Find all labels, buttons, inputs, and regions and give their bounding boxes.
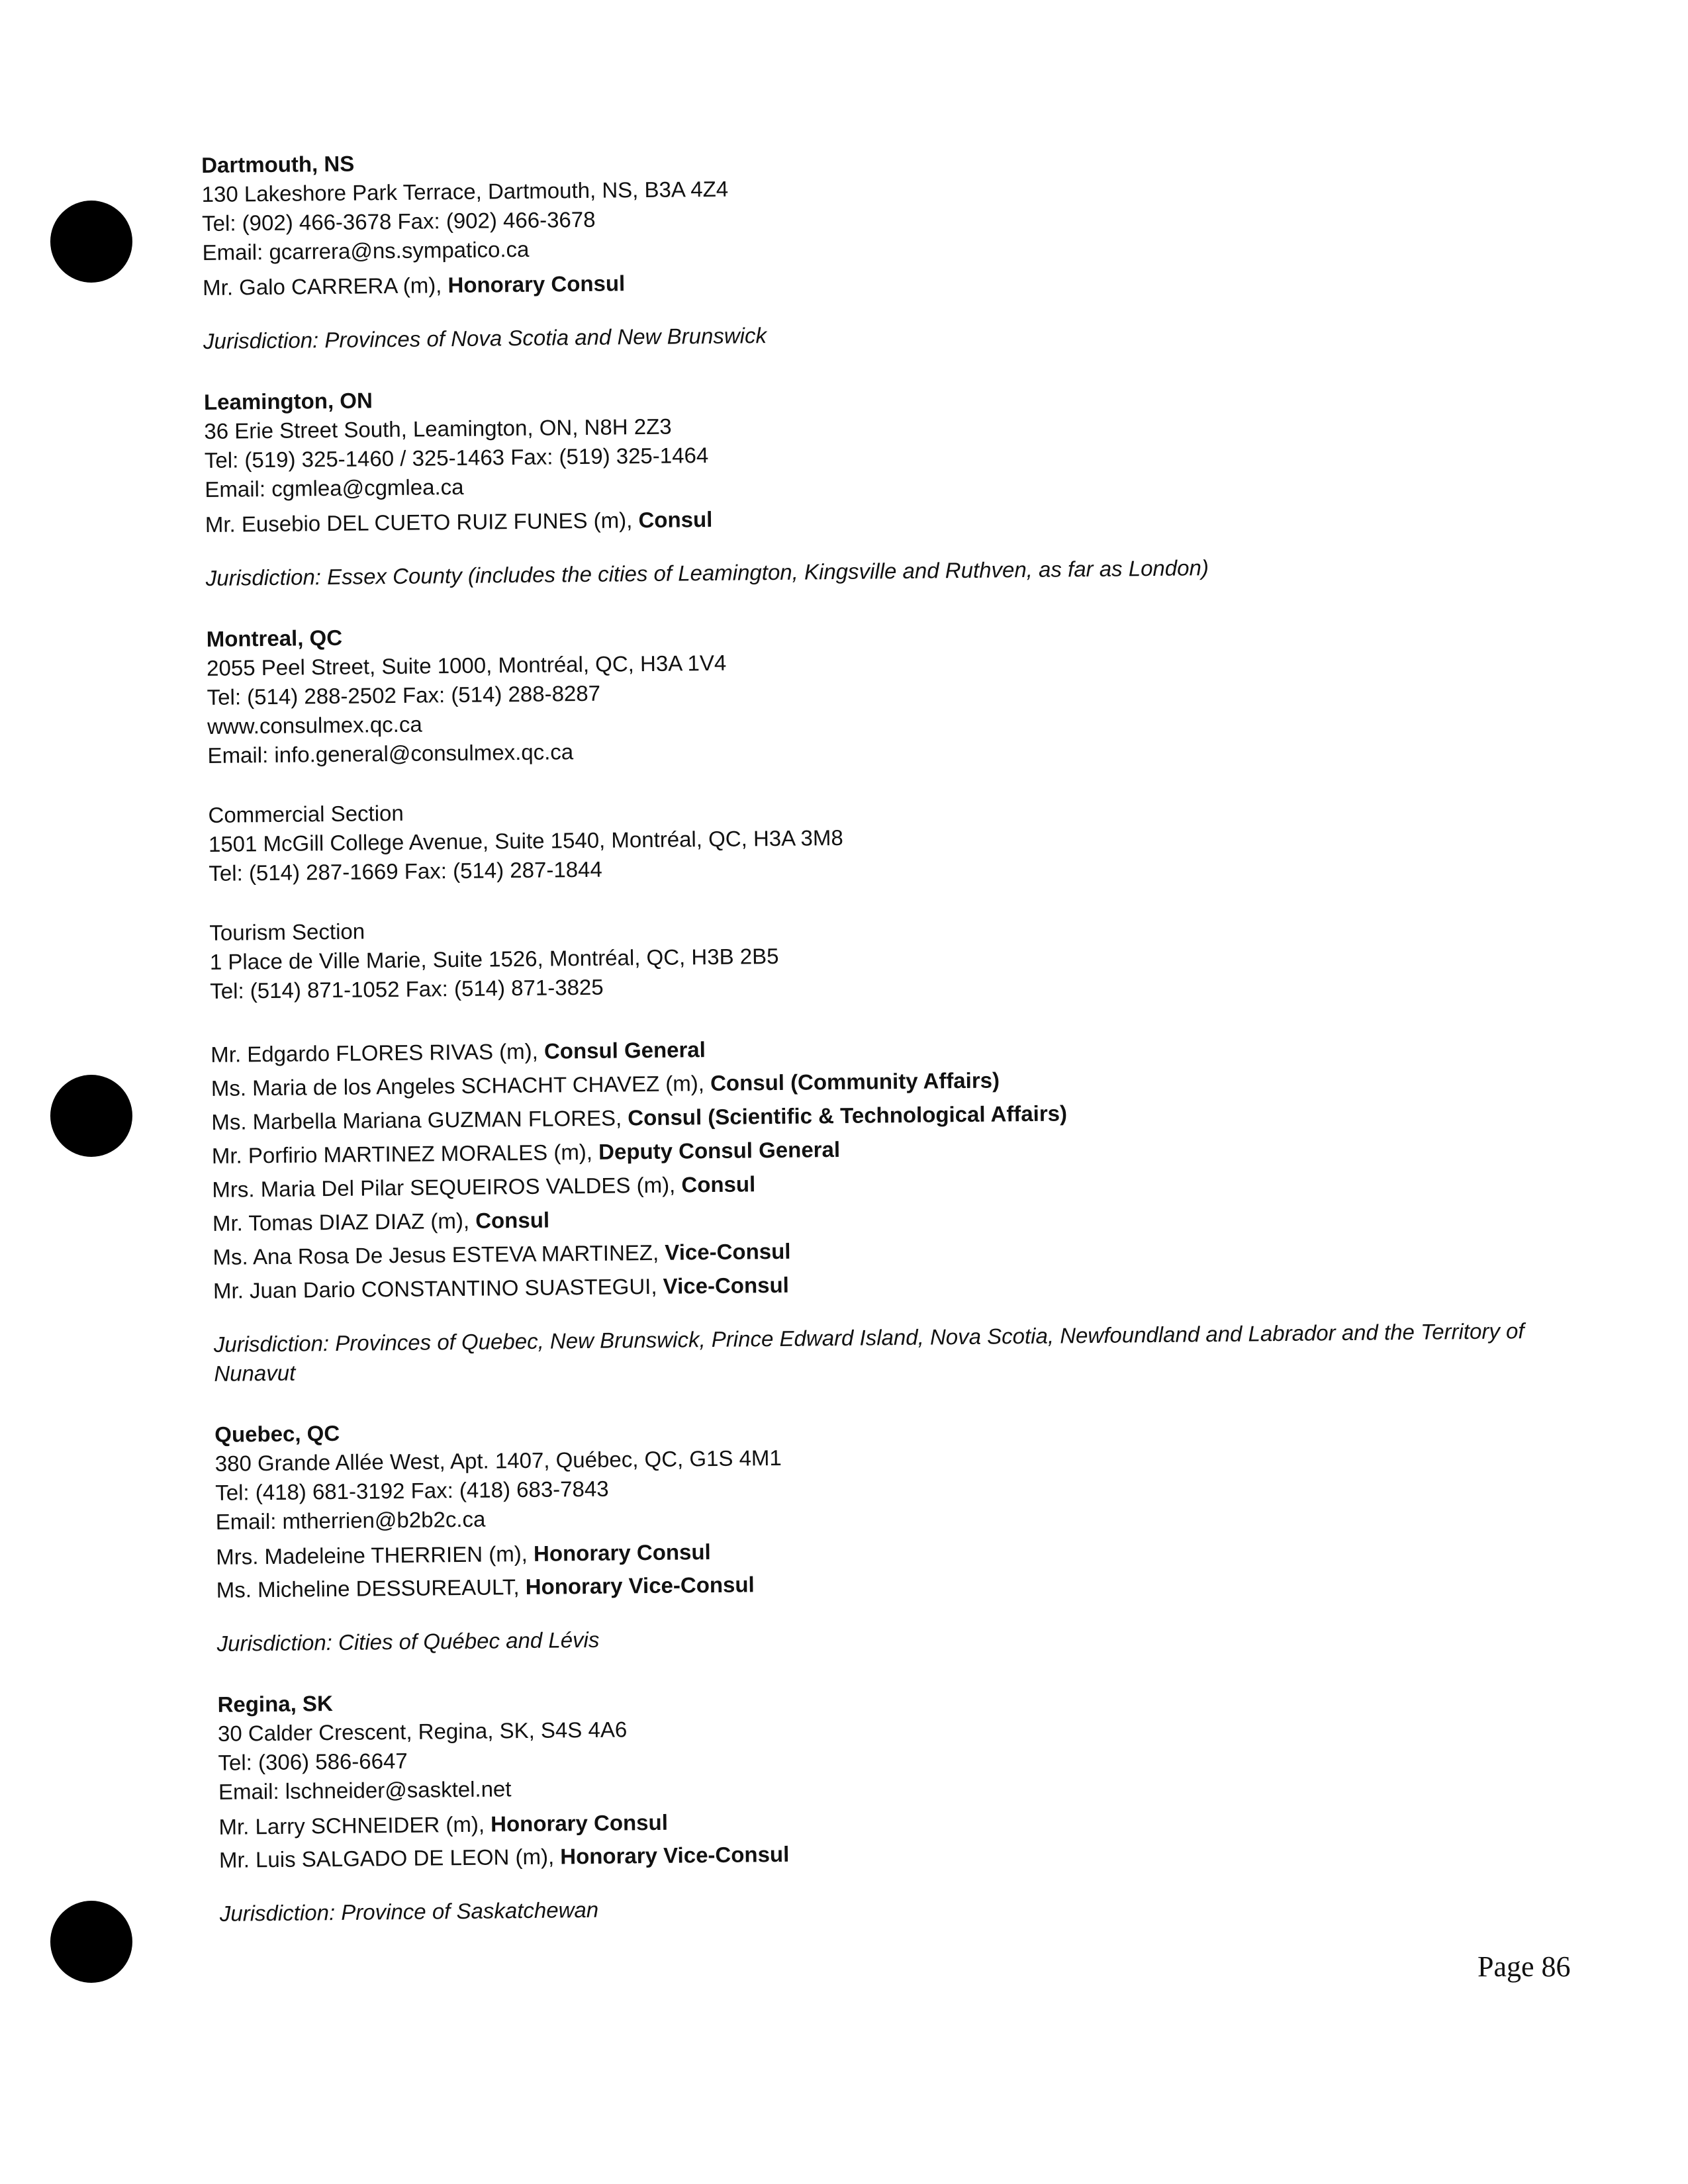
official-role: Consul (681, 1171, 756, 1197)
official-role: Vice-Consul (665, 1238, 791, 1265)
address-line: 1501 McGill College Avenue, Suite 1540, Montréal, QC, H3A 3M8 (208, 825, 843, 856)
official-role: Honorary Consul (447, 271, 626, 298)
address-line: 380 Grande Allée West, Apt. 1407, Québec, QC, G1S 4M1 (214, 1445, 782, 1476)
city-heading: Regina, SK (217, 1691, 333, 1717)
official-name: Mr. Juan Dario CONSTANTINO SUASTEGUI, (212, 1273, 663, 1303)
punch-hole-middle (50, 1075, 132, 1157)
official-role: Consul (Scientific & Technological Affairs) (628, 1101, 1068, 1130)
official-name: Mr. Larry SCHNEIDER (m), (218, 1811, 491, 1839)
jurisdiction-text (220, 1885, 1583, 1929)
punch-hole-bottom (50, 1901, 132, 1983)
jurisdiction-label: Jurisdiction: (205, 565, 322, 590)
official-name: Ms. Maria de los Angeles SCHACHT CHAVEZ (m), (211, 1071, 711, 1101)
website-line: www.consulmex.qc.ca (207, 711, 422, 739)
city-heading: Leamington, ON (203, 388, 373, 414)
official-name: Ms. Marbella Mariana GUZMAN FLORES, (211, 1105, 628, 1134)
email-line: Email: cgmlea@cgmlea.ca (205, 474, 464, 502)
consulate-listing (201, 136, 1584, 1960)
address-line: 130 Lakeshore Park Terrace, Dartmouth, NS, B3A 4Z4 (201, 176, 729, 206)
entry-regina (217, 1676, 1583, 1929)
email-line: Email: gcarrera@ns.sympatico.ca (202, 236, 530, 265)
email-line: Email: info.general@consulmex.qc.ca (207, 739, 574, 768)
jurisdiction-value: Province of Saskatchewan (334, 1897, 599, 1925)
phone-line: Tel: (902) 466-3678 Fax: (902) 466-3678 (201, 206, 596, 236)
jurisdiction-value: Cities of Québec and Lévis (332, 1627, 600, 1655)
jurisdiction-text (206, 549, 1570, 593)
entry-leamington (204, 373, 1570, 593)
city-heading: Montreal, QC (206, 625, 343, 651)
jurisdiction-value: Provinces of Quebec, New Brunswick, Prince Edward Island, Nova Scotia, Newfoundland and Labrador and the Territory of Nunavut (214, 1318, 1524, 1386)
entry-dartmouth (201, 136, 1567, 356)
punch-hole-top (50, 201, 132, 283)
official-role: Honorary Consul (533, 1539, 711, 1566)
official-name: Mr. Galo CARRERA (m), (202, 273, 448, 300)
tourism-section (209, 904, 1573, 1006)
official-role: Consul (Community Affairs) (710, 1068, 1000, 1096)
email-line: Email: lschneider@sasktel.net (218, 1776, 512, 1804)
section-title: Commercial Section (208, 800, 404, 827)
address-line: 2055 Peel Street, Suite 1000, Montréal, QC, H3A 1V4 (206, 650, 727, 680)
entry-montreal (206, 610, 1577, 1388)
official-role: Deputy Consul General (598, 1136, 841, 1164)
page-number: Page 86 (1477, 1950, 1571, 1983)
official-role: Honorary Consul (490, 1809, 669, 1837)
commercial-section (208, 786, 1572, 888)
official-name: Mr. Tomas DIAZ DIAZ (m), (212, 1208, 476, 1236)
jurisdiction-label: Jurisdiction: (216, 1630, 333, 1656)
email-line: Email: mtherrien@b2b2c.ca (215, 1506, 486, 1534)
phone-line: Tel: (418) 681-3192 Fax: (418) 683-7843 (215, 1476, 609, 1505)
address-line: 30 Calder Crescent, Regina, SK, S4S 4A6 (217, 1717, 628, 1746)
jurisdiction-text (216, 1615, 1580, 1659)
official-name: Mr. Luis SALGADO DE LEON (m), (218, 1844, 561, 1872)
city-heading: Quebec, QC (214, 1420, 340, 1447)
official-name: Mr. Edgardo FLORES RIVAS (m), (211, 1038, 545, 1067)
official-name: Mrs. Maria Del Pilar SEQUEIROS VALDES (m), (212, 1172, 682, 1202)
jurisdiction-text (203, 312, 1567, 356)
jurisdiction-value: Essex County (includes the cities of Leamington, Kingsville and Ruthven, as far as London) (320, 555, 1209, 590)
city-heading: Dartmouth, NS (201, 151, 355, 177)
address-line: 36 Erie Street South, Leamington, ON, N8H 2Z3 (204, 414, 672, 443)
official-role: Vice-Consul (663, 1272, 789, 1298)
phone-line: Tel: (514) 288-2502 Fax: (514) 288-8287 (207, 680, 601, 709)
jurisdiction-label: Jurisdiction: (213, 1331, 330, 1357)
section-title: Tourism Section (209, 919, 365, 945)
official-role: Consul (475, 1207, 550, 1233)
jurisdiction-value: Provinces of Nova Scotia and New Brunswick (318, 323, 767, 353)
phone-line: Tel: (306) 586-6647 (218, 1748, 408, 1775)
entry-quebec (214, 1406, 1581, 1659)
official-name: Ms. Micheline DESSUREAULT, (216, 1574, 526, 1602)
official-name: Mr. Eusebio DEL CUETO RUIZ FUNES (m), (205, 508, 639, 537)
phone-line: Tel: (519) 325-1460 / 325-1463 Fax: (519) 325-1464 (204, 443, 709, 473)
official-role: Honorary Vice-Consul (560, 1841, 790, 1869)
jurisdiction-label: Jurisdiction: (219, 1900, 336, 1926)
official-role: Consul (638, 506, 713, 533)
official-name: Ms. Ana Rosa De Jesus ESTEVA MARTINEZ, (212, 1240, 665, 1269)
officials-list (211, 1023, 1577, 1308)
official-role: Honorary Vice-Consul (525, 1572, 755, 1599)
official-name: Mrs. Madeleine THERRIEN (m), (216, 1541, 534, 1569)
phone-line: Tel: (514) 287-1669 Fax: (514) 287-1844 (209, 856, 602, 886)
address-line: 1 Place de Ville Marie, Suite 1526, Montréal, QC, H3B 2B5 (209, 943, 779, 974)
phone-line: Tel: (514) 871-1052 Fax: (514) 871-3825 (210, 974, 604, 1003)
jurisdiction-label: Jurisdiction: (203, 328, 319, 353)
official-name: Mr. Porfirio MARTINEZ MORALES (m), (211, 1139, 599, 1168)
jurisdiction-text (214, 1316, 1532, 1388)
official-role: Consul General (543, 1037, 706, 1064)
